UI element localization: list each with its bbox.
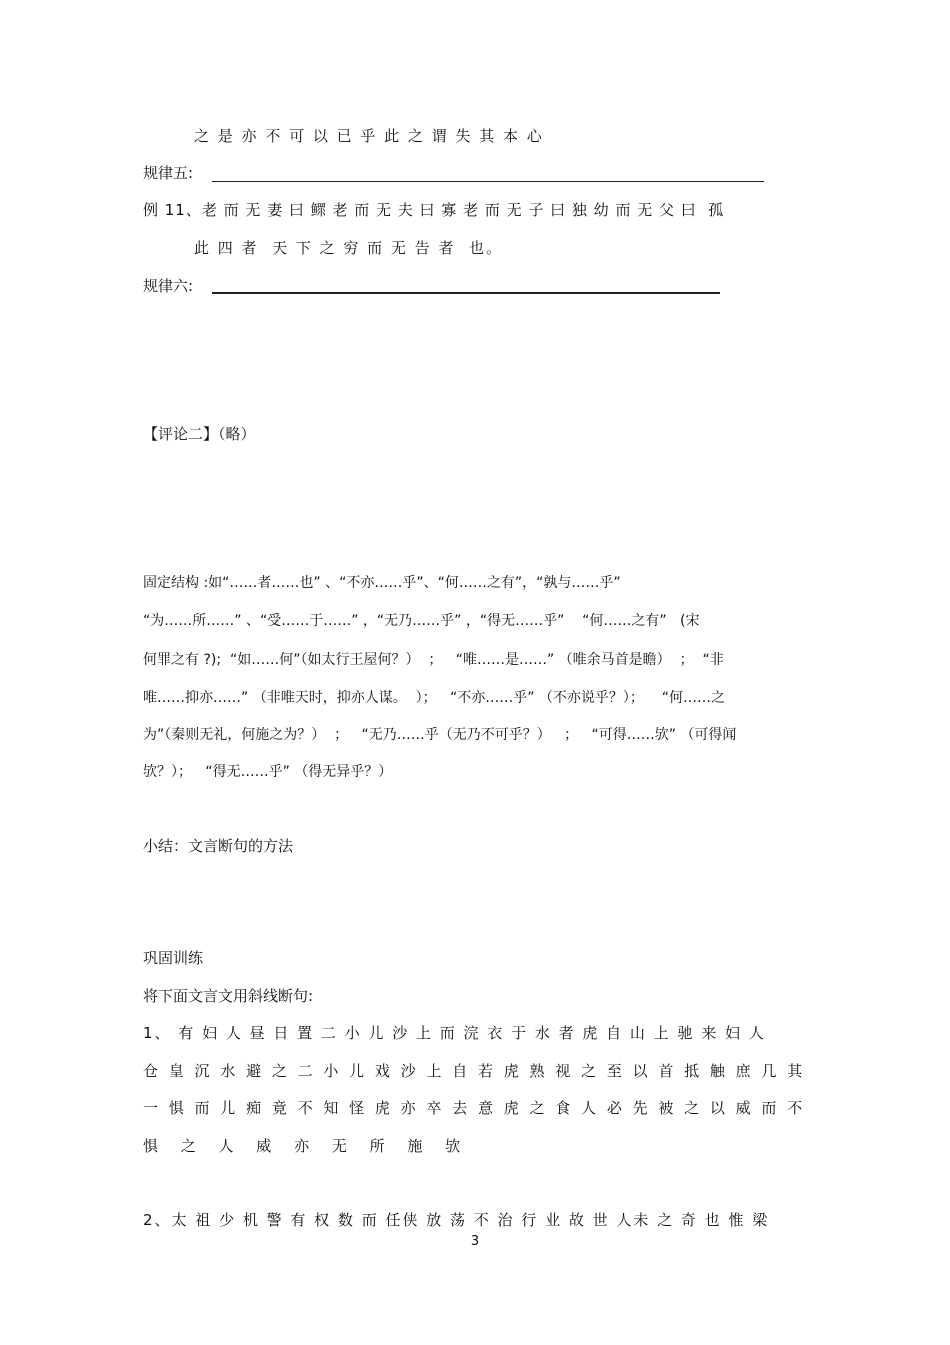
summary-heading: 小结：文言断句的方法 [143, 837, 294, 855]
exercise1-line3: 一 惧 而 儿 痴 竟 不 知 怪 虎 亦 卒 去 意 虎 之 食 人 必 先 被 之 以 威 而 不 [143, 1099, 806, 1117]
instruction-text: 将下面文言文用斜线断句: [143, 987, 314, 1005]
fixed-structure-line-4: 唯……抑亦……” （非唯天时，抑亦人谋。 ）； “不亦……乎” （不亦说乎？）； “何……之 [143, 690, 725, 706]
fixed-structure-line-2: “为……所……” 、“受……于……” ，“无乃……乎” ，“得无……乎” “何……之有” (宋 [143, 613, 700, 629]
rule6-answer-blank[interactable] [212, 292, 720, 294]
text-line-continuation: 之 是 亦 不 可 以 已 乎 此 之 谓 失 其 本 心 [194, 127, 544, 145]
fixed-structure-line-5: 为”（秦则无礼，何施之为？） ； “无乃……乎（无乃不可乎？） ； “可得……欤” （可得闻 [143, 727, 737, 743]
rule6-label: 规律六: [143, 277, 194, 295]
example11-line2: 此 四 者 天 下 之 穷 而 无 告 者 也。 [194, 239, 503, 257]
rule5-label: 规律五: [143, 164, 194, 182]
exercise1-line2: 仓 皇 沉 水 避 之 二 小 儿 戏 沙 上 自 若 虎 熟 视 之 至 以 首 抵 触 庶 几 其 [143, 1062, 806, 1080]
rule5-answer-blank[interactable] [212, 181, 764, 182]
fixed-structure-line-1: 固定结构 :如“……者……也” 、“不亦……乎”、“何……之有”，“孰与……乎” [143, 575, 621, 591]
example11-line1: 例 11、老 而 无 妻 曰 鳏 老 而 无 夫 曰 寡 老 而 无 子 曰 独 幼 而 无 父 曰 孤 [143, 201, 725, 219]
page-number: 3 [470, 1234, 480, 1249]
fixed-structure-line-6: 欤？）； “得无……乎” （得无异乎？） [143, 764, 393, 780]
comment2-heading: 【评论二】（略） [143, 425, 256, 443]
fixed-structure-line-3: 何罪之有 ?); “如……何”（如太行王屋何？） ； “唯……是……” （唯余马首是瞻） ； “非 [143, 652, 724, 668]
consolidation-title: 巩固训练 [143, 949, 204, 967]
exercise1-line1: 1、 有 妇 人 昼 日 置 二 小 儿 沙 上 而 浣 衣 于 水 者 虎 自 山 上 驰 来 妇 人 [143, 1024, 766, 1042]
exercise1-line4: 惧 之 人 威 亦 无 所 施 欤 [143, 1137, 470, 1155]
exercise2-line1: 2、太 祖 少 机 警 有 权 数 而 任侠 放 荡 不 治 行 业 故 世 人未 之 奇 也 惟 梁 [143, 1211, 770, 1229]
